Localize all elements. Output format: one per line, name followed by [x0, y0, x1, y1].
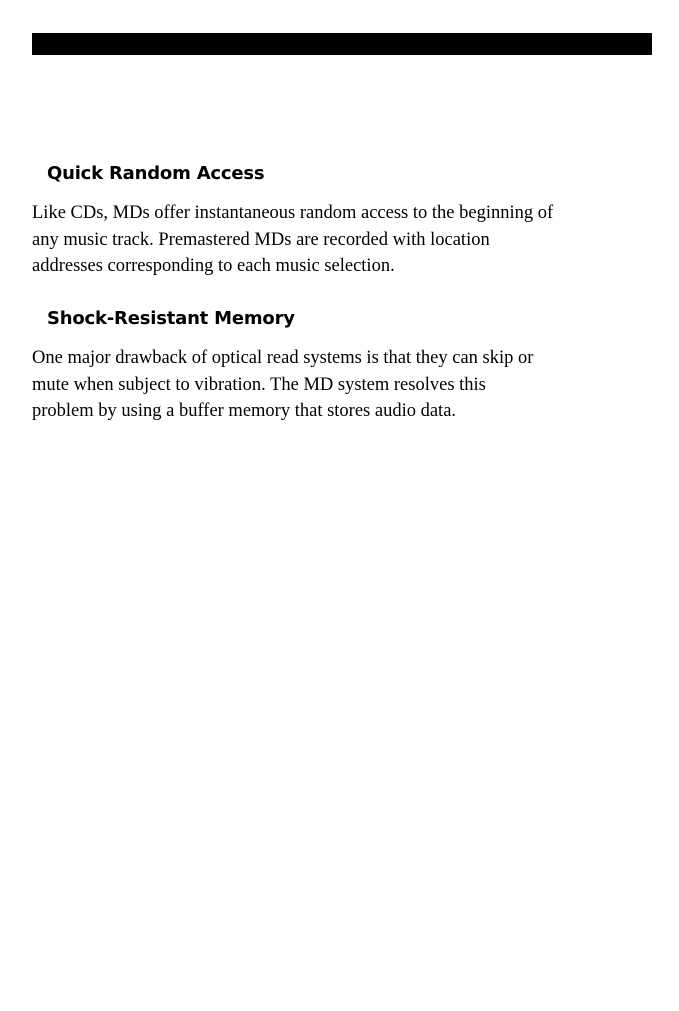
section-heading-shock-resistant-memory: Shock-Resistant Memory: [47, 308, 295, 329]
body-line: mute when subject to vibration. The MD system resolves this: [32, 374, 486, 395]
body-line: any music track. Premastered MDs are recorded with location: [32, 229, 490, 250]
body-line: Like CDs, MDs offer instantaneous random access to the beginning of: [32, 203, 554, 223]
section-heading-quick-random-access: Quick Random Access: [47, 163, 265, 184]
body-line: addresses corresponding to each music selection.: [32, 256, 395, 276]
body-line: One major drawback of optical read systems is that they can skip or: [32, 348, 534, 368]
header-bar: [32, 33, 652, 55]
section-body-shock-resistant-memory: [32, 345, 658, 425]
section-body-quick-random-access: [32, 200, 658, 280]
body-line: problem by using a buffer memory that stores audio data.: [32, 401, 457, 421]
